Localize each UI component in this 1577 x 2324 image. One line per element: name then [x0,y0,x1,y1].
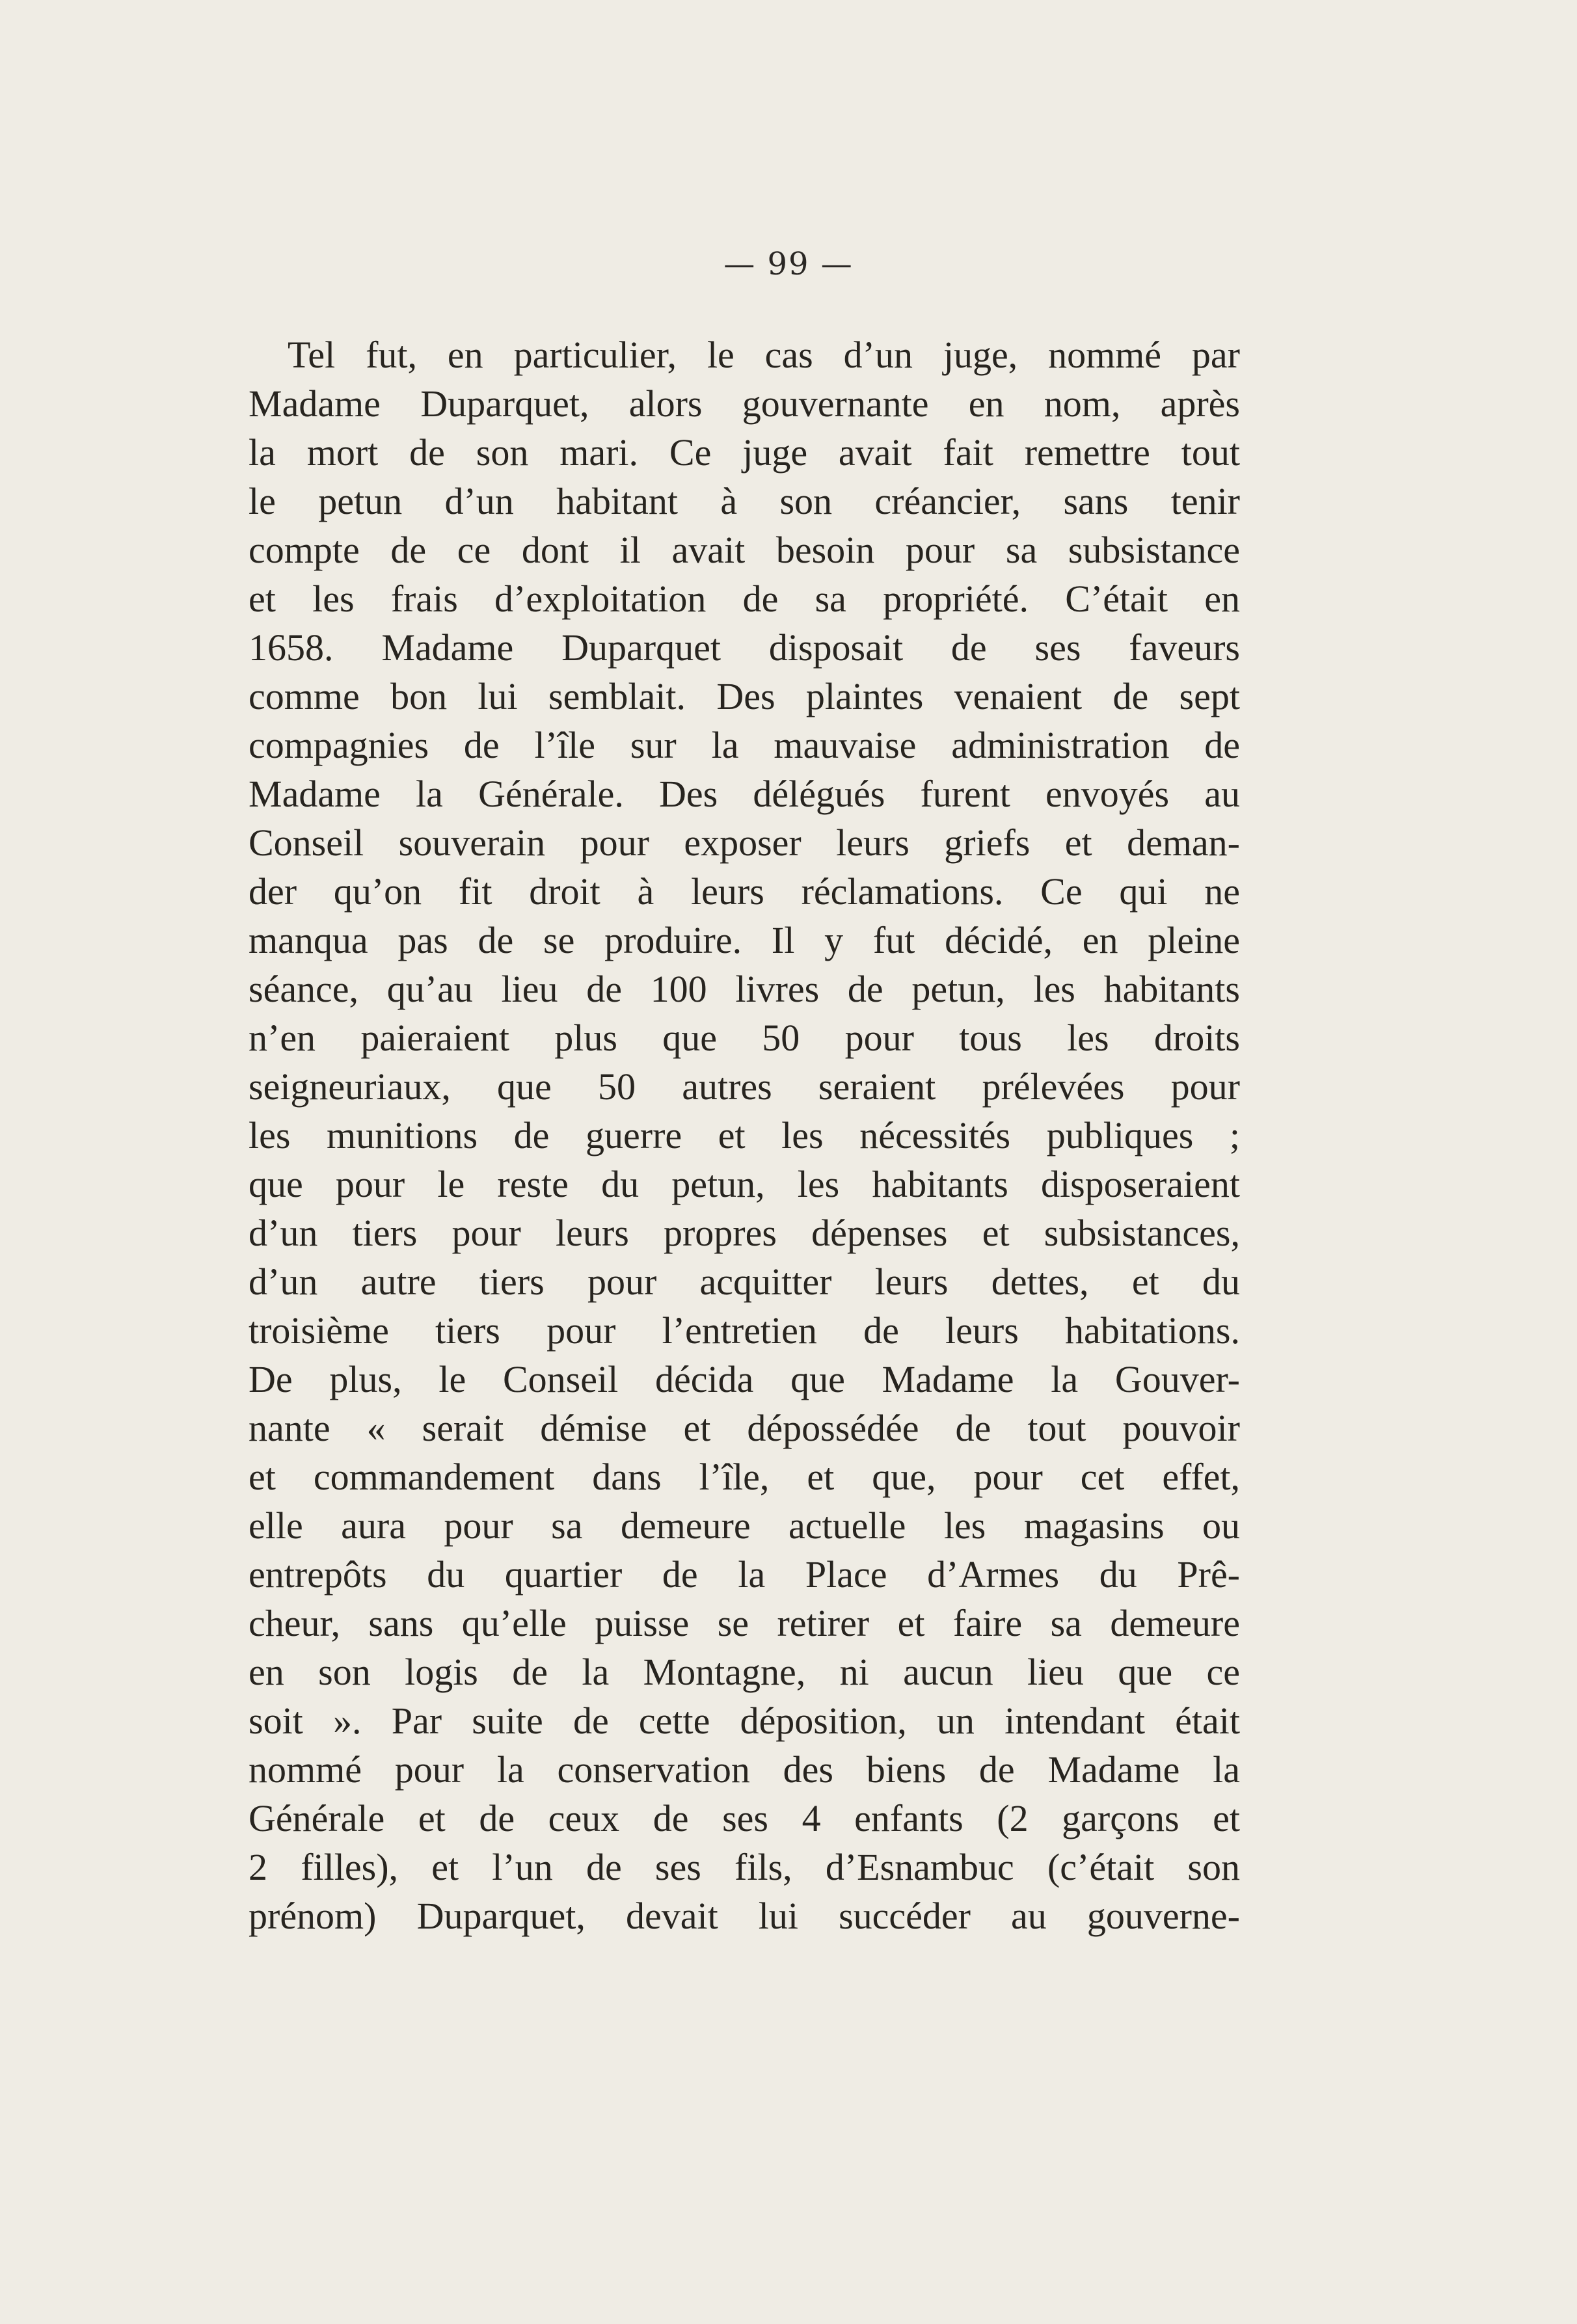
text-line: et commandement dans l’île, et que, pour cet effet, [249,1456,1240,1498]
text-line: De plus, le Conseil décida que Madame la Gouver- [249,1358,1240,1400]
text-line: en son logis de la Montagne, ni aucun lieu que ce [249,1651,1240,1693]
text-line: et les frais d’exploitation de sa propriété. C’était en [249,578,1240,620]
text-line: Conseil souverain pour exposer leurs griefs et deman- [249,821,1240,864]
text-line: troisième tiers pour l’entretien de leurs habitations. [249,1309,1240,1352]
text-line: prénom) Duparquet, devait lui succéder au gouverne- [249,1895,1240,1937]
text-line: la mort de son mari. Ce juge avait fait remettre tout [249,431,1240,474]
text-line: entrepôts du quartier de la Place d’Armes du Prê- [249,1553,1240,1596]
text-line: que pour le reste du petun, les habitants disposeraient [249,1163,1240,1205]
text-line: cheur, sans qu’elle puisse se retirer et faire sa demeure [249,1602,1240,1644]
text-line: Madame la Générale. Des délégués furent envoyés au [249,773,1240,815]
text-line: 1658. Madame Duparquet disposait de ses faveurs [249,626,1240,669]
text-line: manqua pas de se produire. Il y fut décidé, en pleine [249,919,1240,961]
text-line: Madame Duparquet, alors gouvernante en nom, après [249,382,1240,425]
body-paragraph [249,330,1240,1940]
text-line: elle aura pour sa demeure actuelle les magasins ou [249,1504,1240,1547]
text-line: comme bon lui semblait. Des plaintes venaient de sept [249,675,1240,717]
text-line: nante « serait démise et dépossédée de tout pouvoir [249,1407,1240,1449]
text-line: compagnies de l’île sur la mauvaise administration de [249,724,1240,766]
text-line: le petun d’un habitant à son créancier, sans tenir [249,480,1240,522]
text-line: d’un tiers pour leurs propres dépenses et subsistances, [249,1212,1240,1254]
page-number: — 99 — [723,246,854,282]
text-line: nommé pour la conservation des biens de Madame la [249,1748,1240,1791]
text-line: les munitions de guerre et les nécessités publiques ; [249,1114,1240,1156]
text-line: der qu’on fit droit à leurs réclamations. Ce qui ne [249,870,1240,913]
text-line: séance, qu’au lieu de 100 livres de petun, les habitants [249,968,1240,1010]
text-line: Générale et de ceux de ses 4 enfants (2 garçons et [249,1797,1240,1839]
text-line: Tel fut, en particulier, le cas d’un juge, nommé par [288,334,1240,376]
text-line: n’en paieraient plus que 50 pour tous les droits [249,1017,1240,1059]
text-line: compte de ce dont il avait besoin pour sa subsistance [249,529,1240,571]
text-line: 2 filles), et l’un de ses fils, d’Esnambuc (c’était son [249,1846,1240,1888]
text-line: d’un autre tiers pour acquitter leurs dettes, et du [249,1261,1240,1303]
text-line: seigneuriaux, que 50 autres seraient prélevées pour [249,1065,1240,1108]
text-line: soit ». Par suite de cette déposition, un intendant était [249,1700,1240,1742]
